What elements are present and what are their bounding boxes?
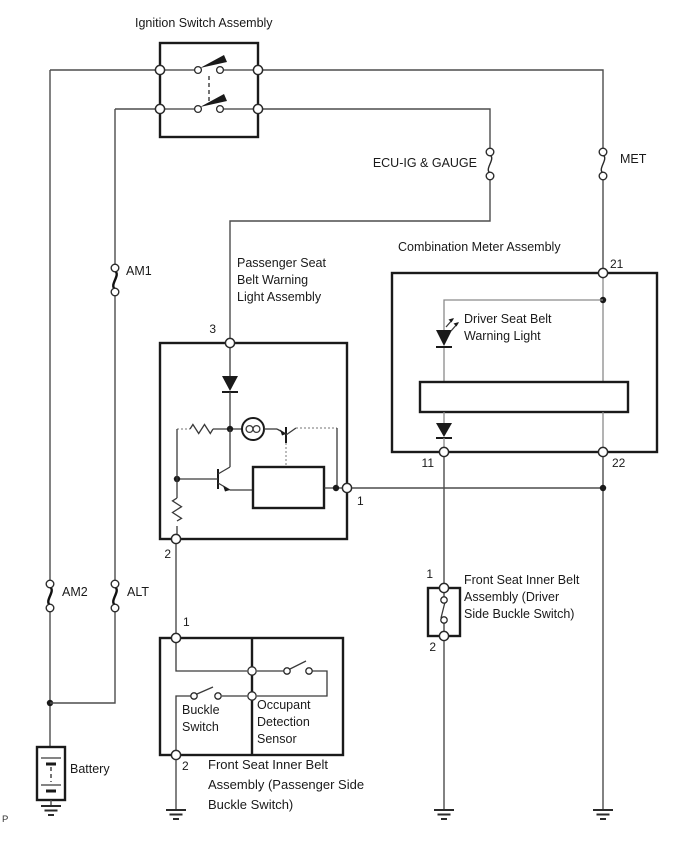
- wire-ign-row2-right: [258, 109, 490, 148]
- ic-block-passenger: [253, 467, 324, 508]
- fuse-am2: [46, 580, 54, 612]
- ignition-switch-blade-2: [200, 94, 227, 107]
- buckle-junction-bottom: [248, 692, 256, 700]
- fuse-met-top: [599, 148, 607, 156]
- ignition-contact-1a: [195, 67, 202, 74]
- driver-buckle-terminal-2: [439, 631, 448, 640]
- fuse-am1-top: [111, 264, 119, 272]
- occupant-contact-a: [284, 668, 290, 674]
- wire-battery-column: [47, 70, 160, 747]
- buckle-contact-a: [215, 693, 221, 699]
- fuse-met-label: MET: [620, 152, 647, 166]
- combination-meter-assembly: [392, 268, 657, 456]
- driver-buckle-label: [464, 573, 580, 621]
- fuse-am1-label: AM1: [126, 264, 152, 278]
- transistor-left-collector: [218, 467, 230, 474]
- ignition-contact-2a: [195, 106, 202, 113]
- driver-warning-light-label: [464, 312, 552, 343]
- passenger-buckle-terminal-2: [171, 750, 180, 759]
- battery-label: Battery: [70, 762, 110, 776]
- buckle-contact-b: [191, 693, 197, 699]
- lamp-symbol: [242, 418, 264, 440]
- driver-buckle-line1: Front Seat Inner Belt: [464, 573, 580, 587]
- occupant-line1: Occupant: [257, 698, 311, 712]
- ic-block-meter: [420, 382, 628, 412]
- passenger-buckle-label: [208, 757, 364, 812]
- passenger-buckle-line2: Assembly (Passenger Side: [208, 777, 365, 792]
- fuse-met-bottom: [599, 172, 607, 180]
- ground-battery-bars: [41, 806, 61, 815]
- terminal-2-passenger: [171, 534, 180, 543]
- terminal-3-label: 3: [209, 322, 216, 336]
- diode-passenger: [222, 376, 238, 391]
- driver-buckle-t2-label: 2: [429, 640, 436, 654]
- terminal-21: [598, 268, 607, 277]
- buckle-switch-line2: Switch: [182, 720, 219, 734]
- wire-am1-alt-column: [50, 109, 160, 703]
- driver-buckle-line3: Side Buckle Switch): [464, 607, 575, 621]
- fuse-ecu-element: [488, 155, 491, 173]
- passenger-buckle-t2-label: 2: [182, 759, 189, 773]
- fuse-ecu-ig-gauge: [486, 148, 494, 180]
- fuse-am2-bottom: [46, 604, 54, 612]
- transistor-right-collector: [286, 428, 296, 435]
- ground-meter: [593, 810, 613, 819]
- transistor-right: [277, 427, 296, 467]
- terminal-21-label: 21: [610, 257, 624, 271]
- passenger-light-box: [160, 343, 347, 539]
- terminal-11-label: 11: [421, 456, 434, 470]
- passenger-buckle-line1: Front Seat Inner Belt: [208, 757, 328, 772]
- fuse-ecu-bottom: [486, 172, 494, 180]
- passenger-label-line1: Passenger Seat: [237, 256, 326, 270]
- transistor-left: [177, 467, 230, 492]
- fuse-alt-top: [111, 580, 119, 588]
- ignition-terminal-right-1: [253, 65, 262, 74]
- led-ray-arrow-1: [449, 318, 455, 323]
- driver-light-line2: Warning Light: [464, 329, 541, 343]
- fuse-am2-label: AM2: [62, 585, 88, 599]
- terminal-3: [225, 338, 234, 347]
- driver-warning-light-led: [436, 318, 459, 347]
- fuse-alt: [111, 580, 119, 612]
- fuse-am2-element: [48, 587, 51, 605]
- fuse-met: [599, 148, 607, 180]
- diode-meter: [436, 423, 452, 437]
- occupant-line2: Detection: [257, 715, 310, 729]
- fuse-am1-bottom: [111, 288, 119, 296]
- wire-alt-to-junction: [50, 612, 115, 703]
- wire-to-bottom-terminals: [444, 412, 603, 447]
- buckle-switch-line1: Buckle: [182, 703, 220, 717]
- terminal-2-label: 2: [164, 547, 171, 561]
- occupant-sensor-label: [257, 698, 311, 746]
- ignition-switch-blade-1: [200, 55, 227, 68]
- passenger-buckle-terminal-1: [171, 633, 180, 642]
- driver-buckle-terminal-1: [439, 583, 448, 592]
- driver-buckle-t1-label: 1: [426, 567, 433, 581]
- terminal-11: [439, 447, 448, 456]
- lamp-filament-a: [246, 426, 253, 433]
- driver-buckle-contact-bottom: [441, 617, 447, 623]
- buckle-switch-blade: [197, 687, 213, 694]
- ignition-terminal-right-2: [253, 104, 262, 113]
- passenger-label-line3: Light Assembly: [237, 290, 322, 304]
- ground-driver-buckle: [434, 810, 454, 819]
- terminal-22: [598, 447, 607, 456]
- fuse-ecu-label: ECU-IG & GAUGE: [372, 156, 477, 170]
- battery-symbol: [41, 758, 61, 791]
- combination-meter-label: Combination Meter Assembly: [398, 240, 561, 254]
- fuse-alt-bottom: [111, 604, 119, 612]
- junction-dot-t1: [333, 485, 339, 491]
- passenger-buckle-t1-label: 1: [183, 615, 190, 629]
- passenger-light-assembly-label: [237, 256, 326, 304]
- buckle-junction-top: [248, 667, 256, 675]
- passenger-light-assembly: [160, 338, 352, 543]
- driver-buckle-line2: Assembly (Driver: [464, 590, 560, 604]
- driver-buckle-contact-top: [441, 597, 447, 603]
- ground-passenger-bars: [166, 810, 186, 819]
- ignition-contact-1b: [217, 67, 224, 74]
- led-ray-arrow-2: [454, 322, 460, 327]
- ground-driver-bars: [434, 810, 454, 819]
- ignition-switch-label: Ignition Switch Assembly: [135, 16, 273, 30]
- led-triangle: [436, 330, 452, 346]
- transistor-left-arrow: [223, 486, 230, 492]
- driver-buckle-switch: [428, 583, 460, 640]
- ground-meter-bars: [593, 810, 613, 819]
- fuse-ecu-top: [486, 148, 494, 156]
- passenger-buckle-line3: Buckle Switch): [208, 797, 294, 812]
- fuse-am1-element: [113, 271, 116, 289]
- fuse-alt-element: [113, 587, 116, 605]
- ignition-contact-2b: [217, 106, 224, 113]
- driver-buckle-blade: [441, 602, 445, 618]
- terminal-1-label: 1: [357, 494, 364, 508]
- occupant-sensor-blade: [290, 661, 306, 669]
- passenger-buckle-assembly: [160, 633, 343, 759]
- driver-light-line1: Driver Seat Belt: [464, 312, 552, 326]
- battery: [37, 747, 65, 806]
- terminal-1-passenger: [342, 483, 351, 492]
- passenger-label-line2: Belt Warning: [237, 273, 309, 287]
- page-marker: P: [2, 814, 9, 825]
- resistor-vertical: [173, 498, 182, 534]
- fuse-am2-top: [46, 580, 54, 588]
- ignition-terminal-left-1: [155, 65, 164, 74]
- resistor-horizontal: [190, 425, 213, 434]
- occupant-contact-b: [306, 668, 312, 674]
- fuse-alt-label: ALT: [127, 585, 149, 599]
- ground-passenger-buckle: [166, 810, 186, 819]
- ignition-switch-assembly: [155, 43, 262, 137]
- occupant-line3: Sensor: [257, 732, 297, 746]
- ground-battery: [41, 806, 61, 815]
- fuse-met-element: [601, 155, 604, 173]
- fuse-am1: [111, 264, 119, 296]
- buckle-switch-label: [182, 703, 220, 734]
- ignition-terminal-left-2: [155, 104, 164, 113]
- terminal-22-label: 22: [612, 456, 626, 470]
- junction-dot-t22-line: [600, 485, 606, 491]
- lamp-filament-b: [253, 426, 260, 433]
